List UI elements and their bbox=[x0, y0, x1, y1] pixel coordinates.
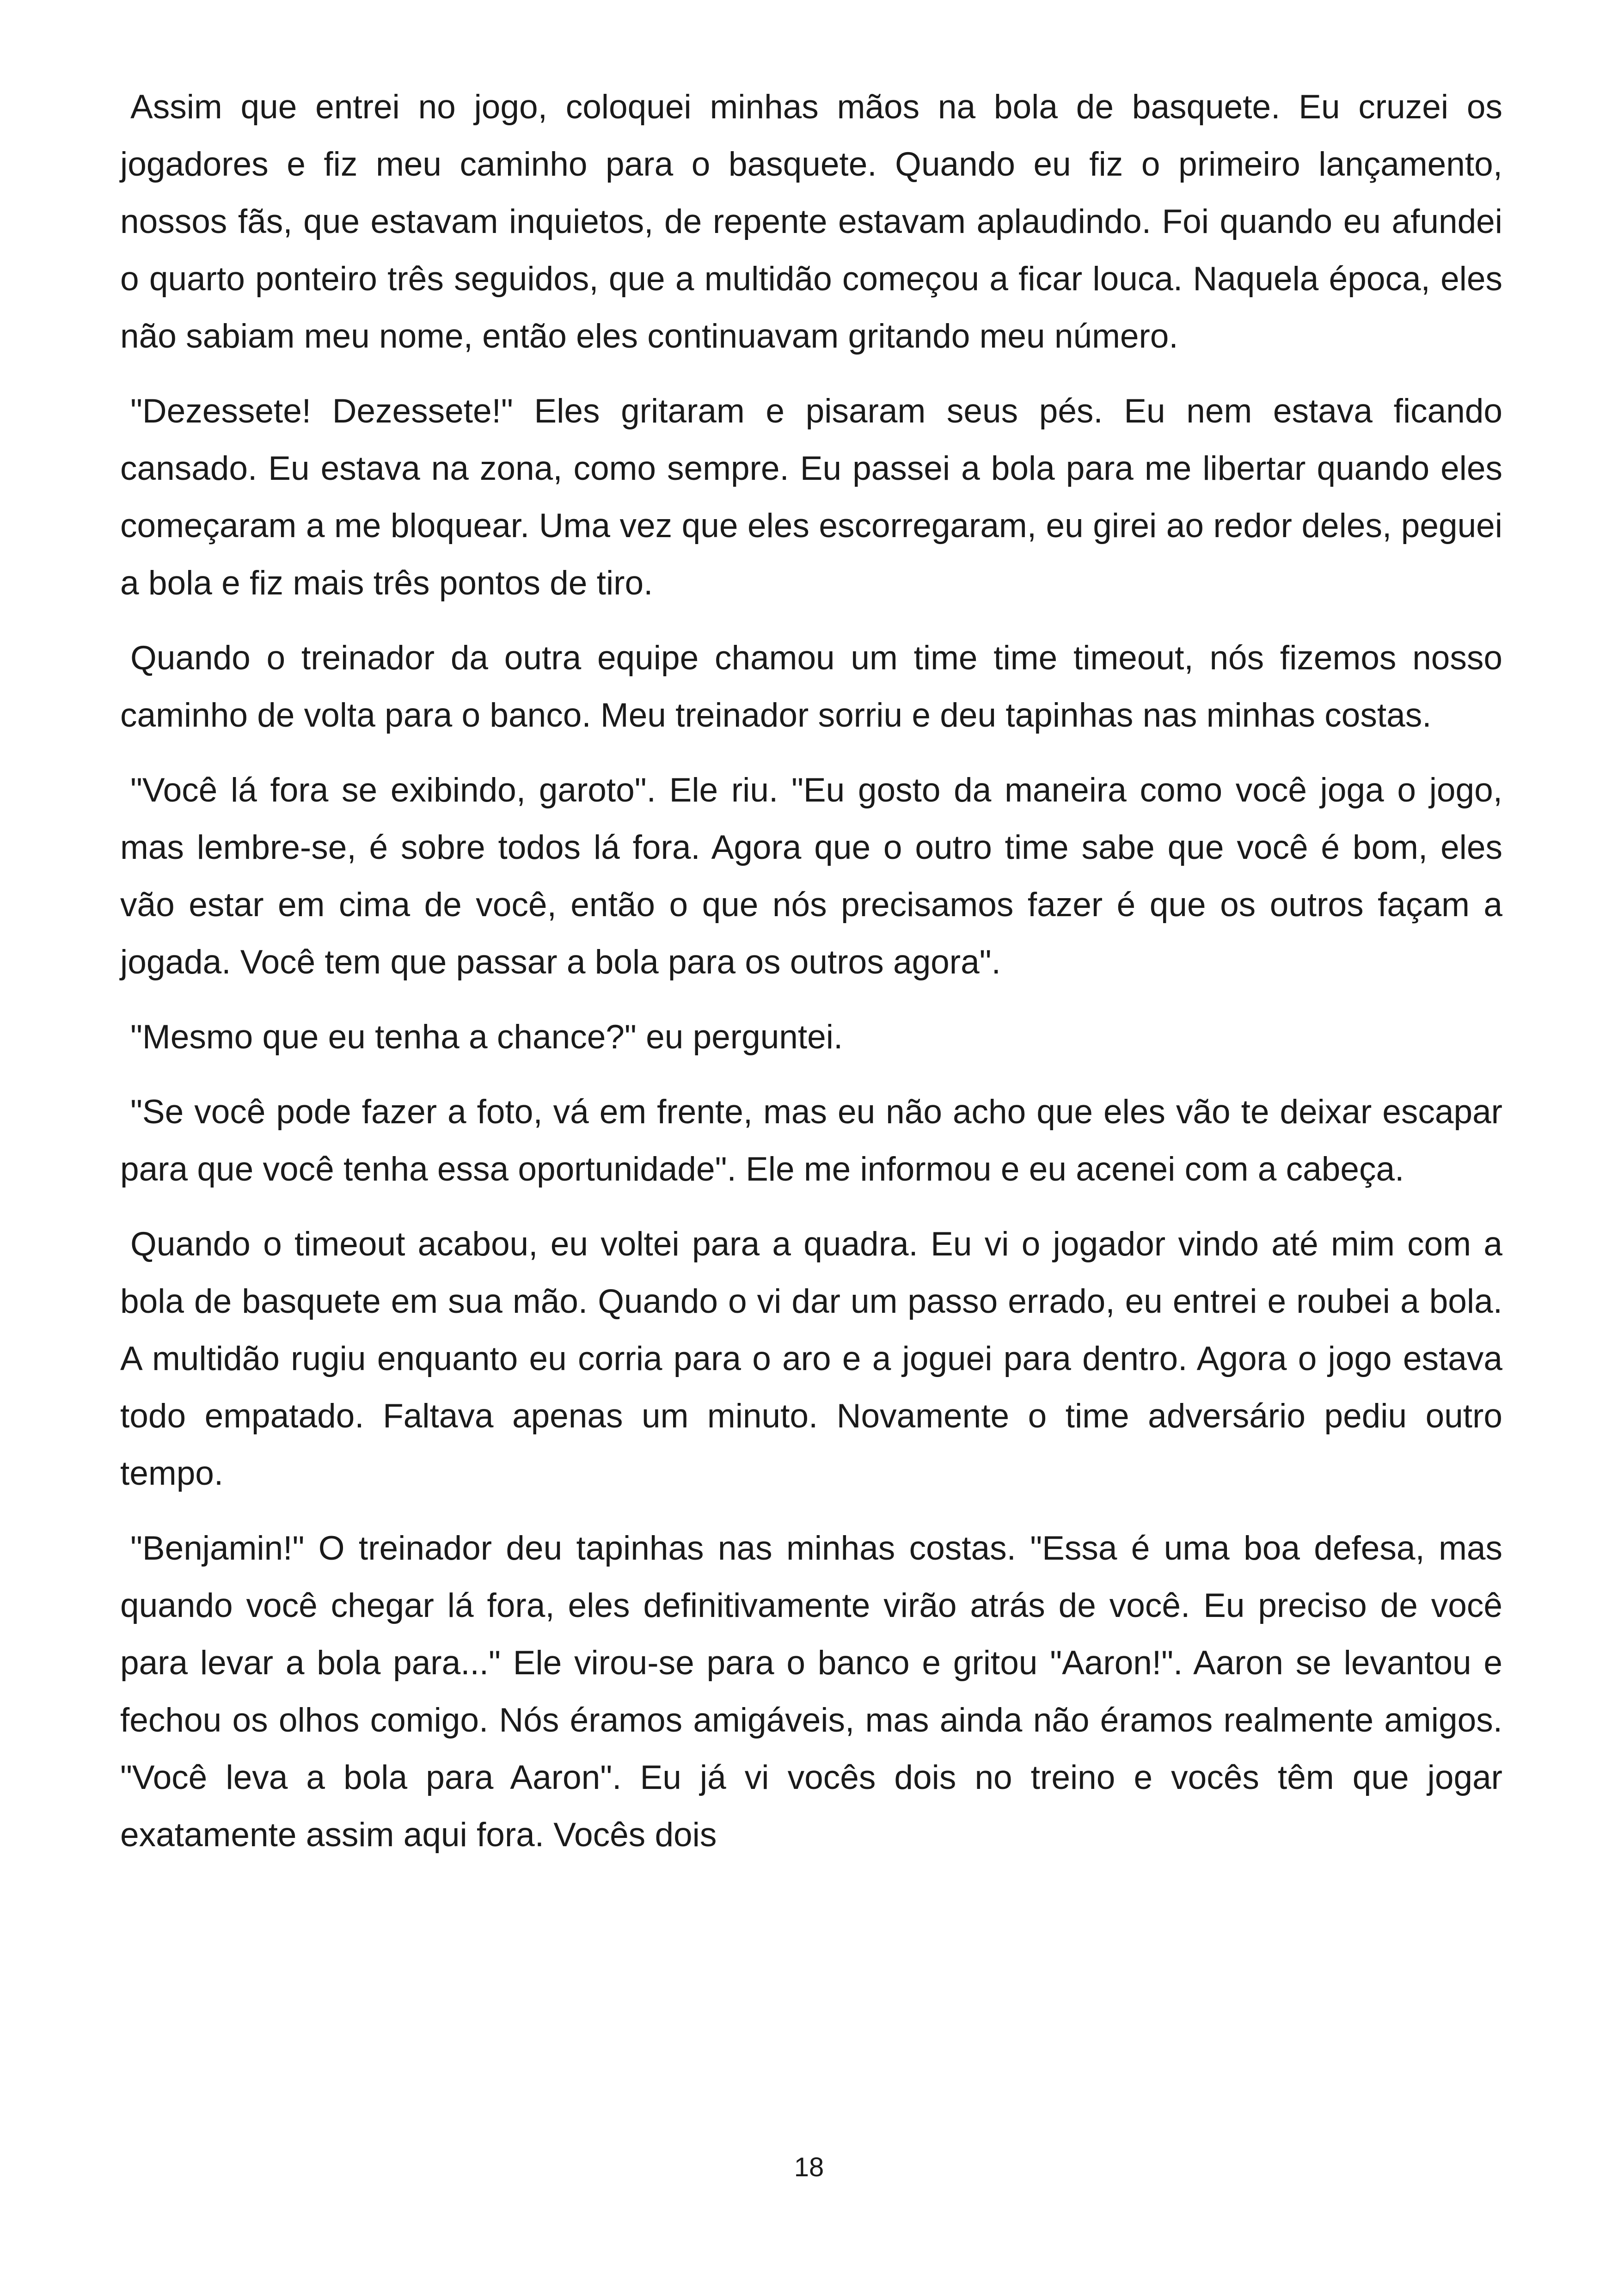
paragraph-1: Assim que entrei no jogo, coloquei minhas mãos na bola de basquete. Eu cruzei os jogadores e fiz meu caminho para o basquete. Quando eu fiz o primeiro lançamento, nossos fãs, que estavam inquietos, de repente estavam aplaudindo. Foi quando eu afundei o quarto ponteiro três seguidos, que a multidão começou a ficar louca. Naquela época, eles não sabiam meu nome, então eles continuavam gritando meu número. bbox=[120, 88, 1502, 355]
paragraph-2: "Dezessete! Dezessete!" Eles gritaram e pisaram seus pés. Eu nem estava ficando cansado. Eu estava na zona, como sempre. Eu passei a bola para me libertar quando eles começaram a me bloquear. Uma vez que eles escorregaram, eu girei ao redor deles, peguei a bola e fiz mais três pontos de tiro. bbox=[120, 392, 1502, 602]
paragraph-3: Quando o treinador da outra equipe chamou um time time timeout, nós fizemos nosso caminho de volta para o banco. Meu treinador sorriu e deu tapinhas nas minhas costas. bbox=[120, 639, 1502, 734]
page-body bbox=[120, 79, 1502, 1881]
paragraph-5: "Mesmo que eu tenha a chance?" eu perguntei. bbox=[130, 1018, 843, 1056]
paragraph-6: "Se você pode fazer a foto, vá em frente, mas eu não acho que eles vão te deixar escapar para que você tenha essa oportunidade". Ele me informou e eu acenei com a cabeça. bbox=[120, 1093, 1502, 1188]
paragraph-7: Quando o timeout acabou, eu voltei para a quadra. Eu vi o jogador vindo até mim com a bola de basquete em sua mão. Quando o vi dar um passo errado, eu entrei e roubei a bola. A multidão rugiu enquanto eu corria para o aro e a joguei para dentro. Agora o jogo estava todo empatado. Faltava apenas um minuto. Novamente o time adversário pediu outro tempo. bbox=[120, 1225, 1502, 1492]
paragraph-4: "Você lá fora se exibindo, garoto". Ele riu. "Eu gosto da maneira como você joga o jogo, mas lembre-se, é sobre todos lá fora. Agora que o outro time sabe que você é bom, eles vão estar em cima de você, então o que nós precisamos fazer é que os outros façam a jogada. Você tem que passar a bola para os outros agora". bbox=[120, 771, 1502, 981]
paragraph-8: "Benjamin!" O treinador deu tapinhas nas minhas costas. "Essa é uma boa defesa, mas quando você chegar lá fora, eles definitivamente virão atrás de você. Eu preciso de você para levar a bola para..." Ele virou-se para o banco e gritou "Aaron!". Aaron se levantou e fechou os olhos comigo. Nós éramos amigáveis, mas ainda não éramos realmente amigos. "Você leva a bola para Aaron". Eu já vi vocês dois no treino e vocês têm que jogar exatamente assim aqui fora. Vocês dois bbox=[120, 1530, 1502, 1854]
page-number: 18 bbox=[794, 2152, 824, 2182]
